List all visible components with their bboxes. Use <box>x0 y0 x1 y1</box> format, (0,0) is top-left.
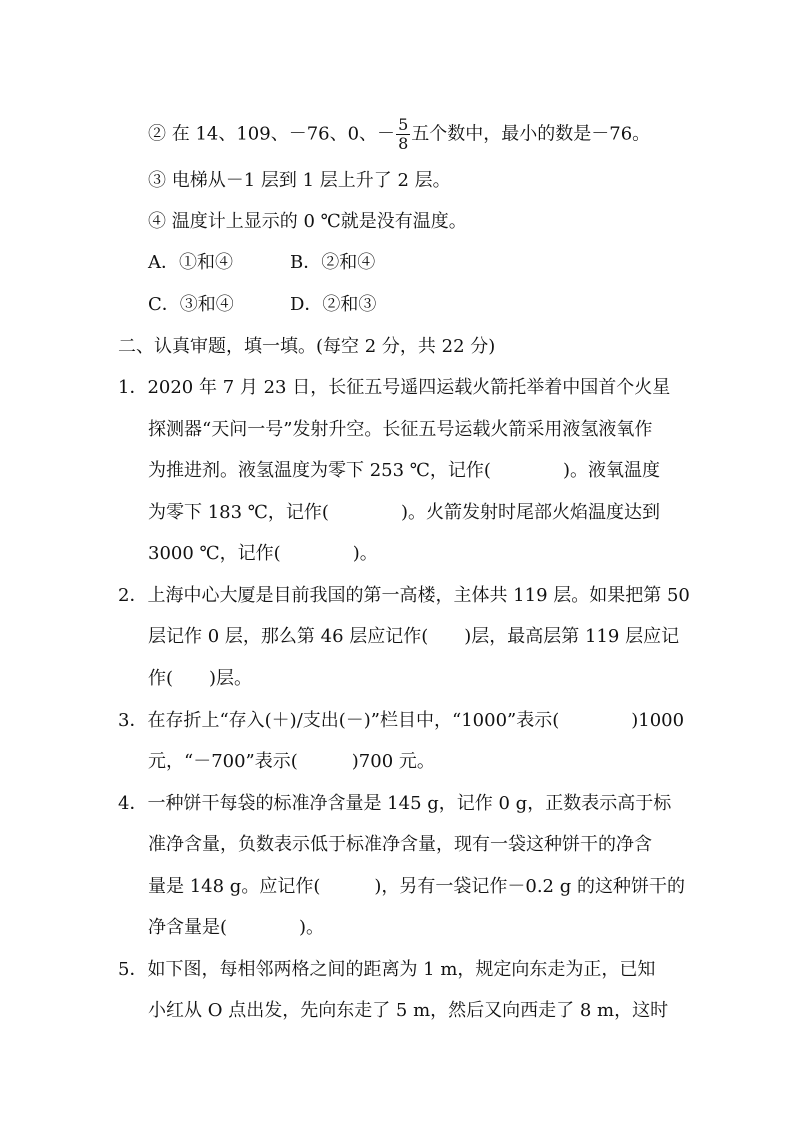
q2-line-2: 层记作 0 层，那么第 46 层应记作( )层，最高层第 119 层应记 <box>148 626 680 647</box>
q1-line-1: 1．2020 年 7 月 23 日，长征五号遥四运载火箭托举着中国首个火星 <box>118 377 671 398</box>
choice-b[interactable]: B．②和④ <box>290 252 376 273</box>
statement-2-post: 五个数中，最小的数是－76。 <box>411 123 651 145</box>
q3-line-2: 元，“－700”表示( )700 元。 <box>148 751 435 772</box>
q3-line-1: 3．在存折上“存入(＋)/支出(－)”栏目中，“1000”表示( )1000 <box>118 710 685 731</box>
q5-line-2: 小红从 O 点出发，先向东走了 5 m，然后又向西走了 8 m，这时 <box>148 1000 669 1021</box>
q4-line-3: 量是 148 g。应记作( )，另有一袋记作－0.2 g 的这种饼干的 <box>148 876 685 897</box>
q4-line-1: 4．一种饼干每袋的标准净含量是 145 g，记作 0 g，正数表示高于标 <box>118 793 672 814</box>
choice-c[interactable]: C．③和④ <box>148 294 234 315</box>
q2-line-1: 2．上海中心大厦是目前我国的第一高楼，主体共 119 层。如果把第 50 <box>118 585 690 606</box>
fraction-five-eighths <box>396 116 410 153</box>
q5-line-1: 5．如下图，每相邻两格之间的距离为 1 m，规定向东走为正，已知 <box>118 959 656 980</box>
fraction-numerator: 5 <box>398 115 409 134</box>
q4-line-4: 净含量是( )。 <box>148 917 325 938</box>
q1-line-5: 3000 ℃，记作( )。 <box>148 543 378 564</box>
statement-2 <box>148 116 650 153</box>
section-heading: 二、认真审题，填一填。(每空 2 分，共 22 分) <box>118 336 496 357</box>
q2-line-3: 作( )层。 <box>148 668 253 689</box>
choice-d[interactable]: D．②和③ <box>290 294 377 315</box>
fraction-denominator: 8 <box>398 134 409 153</box>
statement-2-pre: ② 在 14、109、－76、0、－ <box>148 123 396 145</box>
statement-3: ③ 电梯从－1 层到 1 层上升了 2 层。 <box>148 170 451 191</box>
statement-4: ④ 温度计上显示的 0 ℃就是没有温度。 <box>148 211 467 232</box>
q1-line-2: 探测器“天问一号”发射升空。长征五号运载火箭采用液氢液氧作 <box>148 419 653 440</box>
choice-a[interactable]: A．①和④ <box>148 252 233 273</box>
q1-line-3: 为推进剂。液氢温度为零下 253 ℃，记作( )。液氧温度 <box>148 460 660 481</box>
q1-line-4: 为零下 183 ℃，记作( )。火箭发射时尾部火焰温度达到 <box>148 502 660 523</box>
q4-line-2: 准净含量，负数表示低于标准净含量，现有一袋这种饼干的净含 <box>148 834 652 855</box>
